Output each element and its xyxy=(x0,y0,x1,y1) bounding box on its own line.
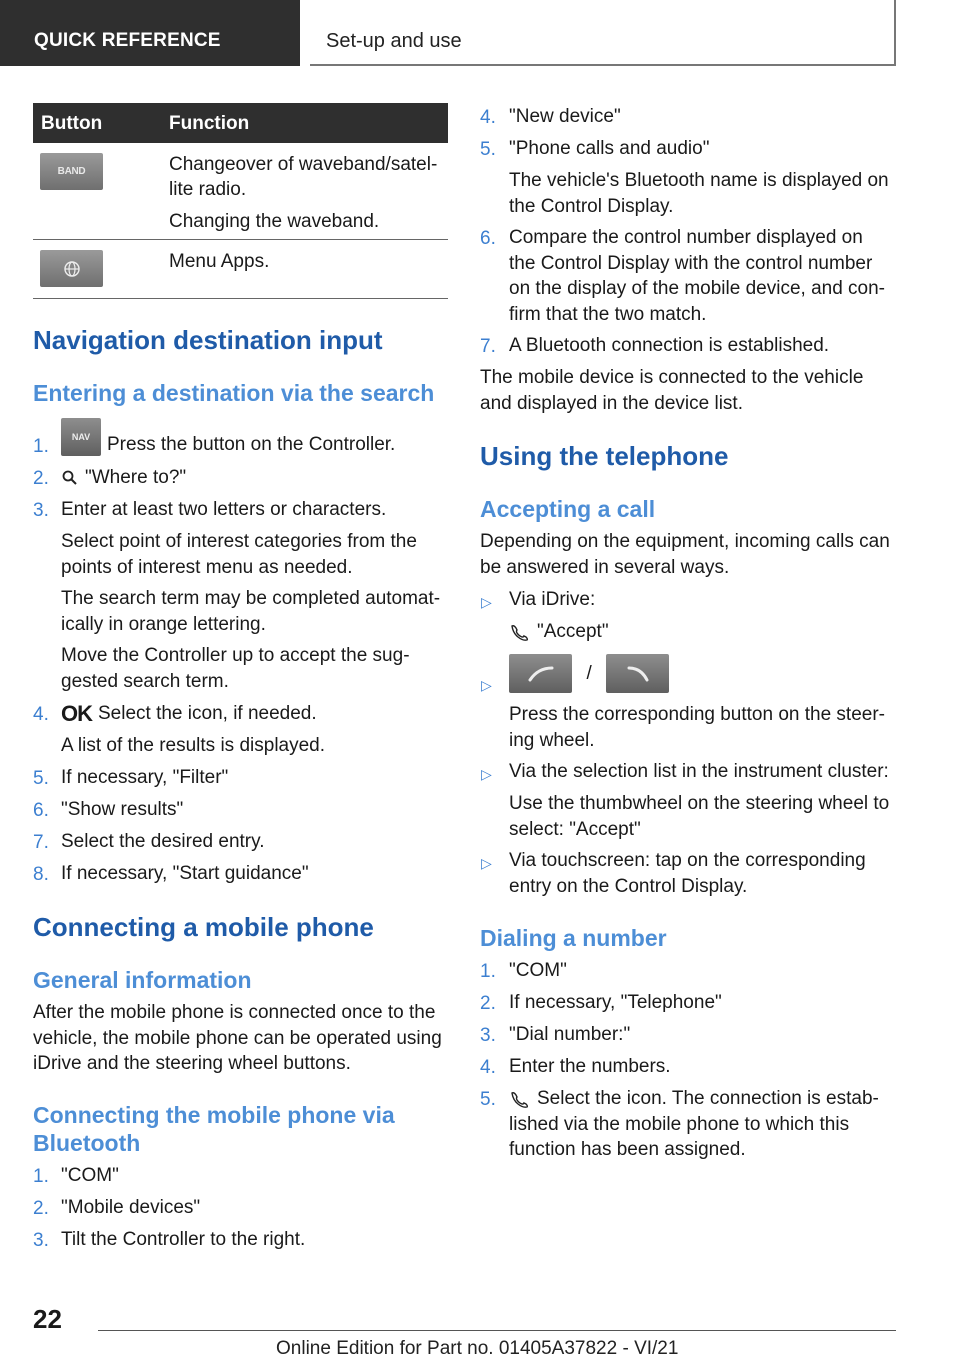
list-item xyxy=(61,432,395,458)
detail-line: Select point of interest categories from the xyxy=(61,531,417,552)
function-line: lite radio. xyxy=(169,179,247,200)
col-button-header: Button xyxy=(41,113,103,134)
step-text: If necessary, "Telephone" xyxy=(509,992,722,1013)
step-detail xyxy=(509,168,899,219)
general-heading: General information xyxy=(33,967,252,993)
detail-line: Use the thumbwheel on the steering wheel to xyxy=(509,793,890,814)
call-end-button-icon xyxy=(606,654,669,693)
paragraph-line: and displayed in the device list. xyxy=(480,392,743,414)
step-number: 1. xyxy=(33,436,49,457)
step-text: "Mobile devices" xyxy=(61,1197,201,1218)
bullet-detail xyxy=(509,619,609,645)
page-number: 22 xyxy=(33,1304,62,1334)
search-icon xyxy=(61,469,79,487)
col-function-header: Function xyxy=(169,113,250,134)
step-number: 7. xyxy=(33,832,49,853)
step-text: "COM" xyxy=(509,960,567,981)
step-number: 3. xyxy=(33,1230,49,1251)
step-text: Enter at least two letters or characters. xyxy=(61,499,387,520)
nav-heading: Navigation destination input xyxy=(33,325,383,355)
phone-icon xyxy=(509,1090,531,1108)
search-heading: Entering a destination via the search xyxy=(33,380,435,406)
call-accept-button-icon xyxy=(509,654,572,693)
dial-heading: Dialing a number xyxy=(480,925,667,951)
detail-line: on the display of the mobile device, and con- xyxy=(509,278,886,299)
paragraph-line: After the mobile phone is connected once to the xyxy=(33,1002,436,1023)
nav-button-icon: NAV xyxy=(61,418,101,456)
paragraph-line: The mobile device is connected to the vehicle xyxy=(480,367,864,388)
step-number: 5. xyxy=(33,768,49,789)
paragraph-line: be answered in several ways. xyxy=(480,556,730,578)
paragraph-line: iDrive and the steering wheel buttons. xyxy=(33,1053,351,1074)
step-text: "Dial number:" xyxy=(509,1024,631,1045)
detail-line: the Control Display with the control number xyxy=(509,252,873,274)
bullet-triangle-icon: ▷ xyxy=(481,766,492,782)
step-number: 2. xyxy=(480,993,496,1014)
accept-heading: Accepting a call xyxy=(480,496,656,522)
table-row xyxy=(33,143,448,240)
step-text: If necessary, "Filter" xyxy=(61,767,229,788)
bullet-text: Via the selection list in the instrument cluster: xyxy=(509,761,889,782)
table-row xyxy=(33,240,448,299)
step-number: 2. xyxy=(33,1198,49,1219)
bullet-detail xyxy=(509,702,899,753)
step-text: Select the desired entry. xyxy=(61,831,265,852)
step-text: Select the icon. The connection is estab- xyxy=(537,1088,879,1109)
detail-line: the Control Display. xyxy=(509,195,674,217)
step-detail xyxy=(61,529,451,694)
step-number: 4. xyxy=(480,107,496,128)
accept-label: "Accept" xyxy=(537,621,609,642)
detail-line: Move the Controller up to accept the sug- xyxy=(61,645,410,666)
step-number: 6. xyxy=(480,228,496,249)
step-text: "COM" xyxy=(61,1165,119,1186)
detail-line: firm that the two match. xyxy=(509,303,707,325)
step-number: 3. xyxy=(480,1025,496,1046)
step-number: 1. xyxy=(33,1166,49,1187)
step-text: Tilt the Controller to the right. xyxy=(61,1229,306,1250)
detail-line: Via touchscreen: tap on the corresponding xyxy=(509,850,866,871)
ok-icon: OK xyxy=(61,701,92,727)
edition-text: Online Edition for Part no. 01405A37822 - VI/21 xyxy=(276,1338,679,1359)
bullet-triangle-icon: ▷ xyxy=(481,855,492,871)
accept-paragraph xyxy=(480,529,900,580)
detail-line: The search term may be completed automat- xyxy=(61,588,441,609)
detail-line: ically in orange lettering. xyxy=(61,613,266,635)
table-header xyxy=(33,103,448,143)
bullet-triangle-icon: ▷ xyxy=(481,677,492,693)
step-number: 7. xyxy=(480,336,496,357)
function-text xyxy=(169,249,444,274)
heading-line: Connecting the mobile phone via xyxy=(33,1102,395,1128)
step-number: 4. xyxy=(480,1057,496,1078)
step-detail xyxy=(509,225,899,327)
paragraph-line: Depending on the equipment, incoming calls can xyxy=(480,531,890,552)
detail-line: Compare the control number displayed on xyxy=(509,227,863,248)
function-line: Changeover of waveband/satel- xyxy=(169,154,438,175)
heading-line: Bluetooth xyxy=(33,1130,141,1156)
apps-button-icon xyxy=(40,250,103,287)
bullet-text xyxy=(509,848,899,899)
detail-line: select: "Accept" xyxy=(509,818,641,840)
connected-paragraph xyxy=(480,365,900,416)
step-number: 4. xyxy=(33,704,49,725)
function-text xyxy=(169,152,444,234)
bullet-text: Via iDrive: xyxy=(509,589,596,610)
section-title: QUICK REFERENCE xyxy=(34,30,221,51)
detail-line: entry on the Control Display. xyxy=(509,875,748,897)
detail-line: Press the corresponding button on the steer- xyxy=(509,704,886,725)
step-detail xyxy=(509,1086,901,1163)
list-item xyxy=(61,465,186,491)
step-text: "Where to?" xyxy=(85,467,187,488)
detail-line: gested search term. xyxy=(61,670,229,692)
step-number: 1. xyxy=(480,961,496,982)
step-text: "Show results" xyxy=(61,799,184,820)
phone-icon xyxy=(526,664,556,684)
steering-buttons xyxy=(509,654,669,693)
function-line: Menu Apps. xyxy=(169,251,270,272)
step-number: 8. xyxy=(33,864,49,885)
phone-icon xyxy=(623,664,653,684)
step-text: If necessary, "Start guidance" xyxy=(61,863,309,884)
step-number: 5. xyxy=(480,1089,496,1110)
chapter-tab xyxy=(310,0,896,66)
footer-divider xyxy=(98,1330,896,1331)
step-number: 5. xyxy=(480,139,496,160)
step-text: Select the icon, if needed. xyxy=(98,703,317,724)
bullet-detail xyxy=(509,791,901,842)
step-number: 3. xyxy=(33,500,49,521)
separator: / xyxy=(586,662,592,684)
bullet-triangle-icon: ▷ xyxy=(481,594,492,610)
detail-line: function has been assigned. xyxy=(509,1139,746,1160)
band-button-icon: BAND xyxy=(40,153,103,190)
paragraph-line: vehicle, the mobile phone can be operated using xyxy=(33,1027,442,1049)
function-line: Changing the waveband. xyxy=(169,211,380,232)
step-detail: A list of the results is displayed. xyxy=(61,735,326,756)
phone-icon xyxy=(509,623,531,641)
step-number: 6. xyxy=(33,800,49,821)
detail-line: The vehicle's Bluetooth name is displayed on xyxy=(509,170,889,191)
telephone-heading: Using the telephone xyxy=(480,441,729,471)
list-item xyxy=(61,701,317,727)
section-tab xyxy=(0,0,300,66)
step-text: Press the button on the Controller. xyxy=(107,434,396,455)
phone-heading: Connecting a mobile phone xyxy=(33,912,374,942)
step-text: Enter the numbers. xyxy=(509,1056,671,1077)
step-text: "Phone calls and audio" xyxy=(509,138,710,159)
globe-icon xyxy=(63,260,81,278)
detail-line xyxy=(509,1086,901,1112)
general-paragraph xyxy=(33,1000,451,1077)
detail-line: lished via the mobile phone to which this xyxy=(509,1113,850,1135)
bluetooth-heading xyxy=(33,1101,395,1157)
chapter-title: Set-up and use xyxy=(326,30,462,52)
step-number: 2. xyxy=(33,468,49,489)
detail-line: ing wheel. xyxy=(509,729,595,751)
step-text: A Bluetooth connection is established. xyxy=(509,335,830,356)
step-text: "New device" xyxy=(509,106,621,127)
detail-line: points of interest menu as needed. xyxy=(61,556,353,578)
